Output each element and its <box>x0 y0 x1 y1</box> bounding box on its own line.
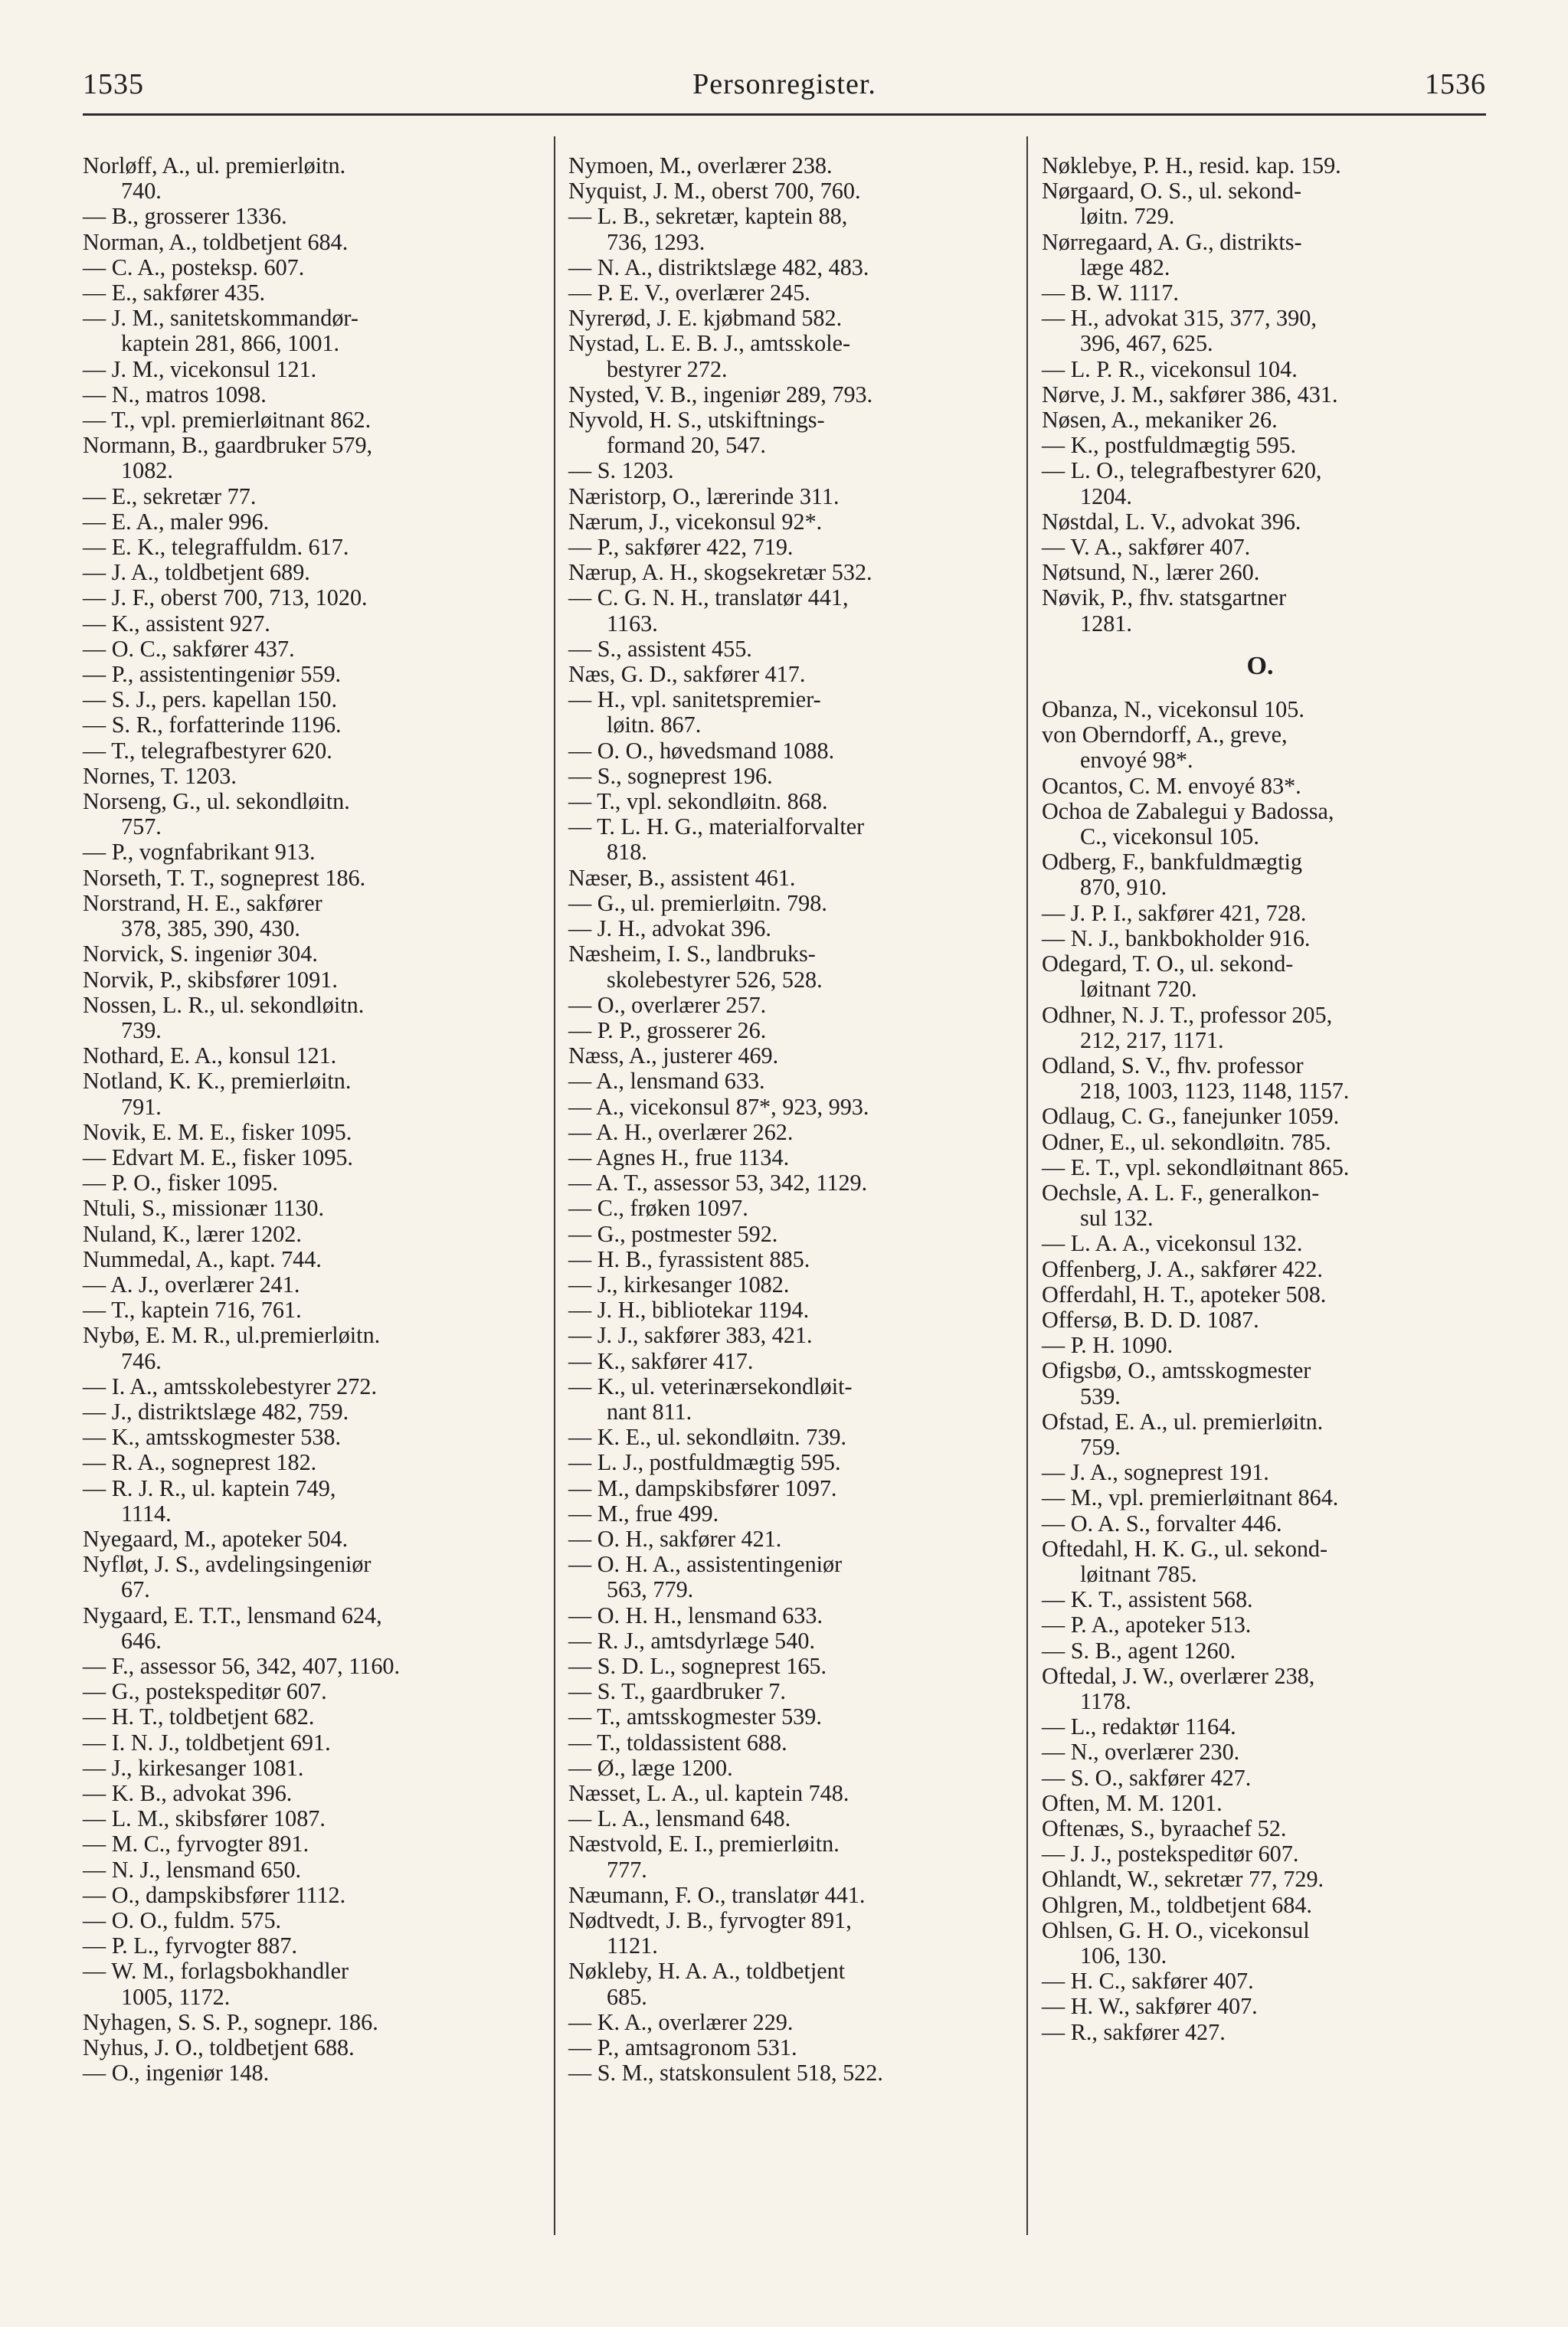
register-entry-continuation: envoyé 98*. <box>1080 747 1193 774</box>
register-entry: Nyhus, J. O., toldbetjent 688. <box>83 2034 355 2061</box>
register-entry: — H. T., toldbetjent 682. <box>83 1704 315 1730</box>
register-entry: — O. C., sakfører 437. <box>83 635 295 662</box>
register-entry: Nærup, A. H., skogsekretær 532. <box>568 559 872 586</box>
register-entry: Ohlgren, M., toldbetjent 684. <box>1042 1891 1312 1918</box>
register-entry: — K. A., overlærer 229. <box>568 2008 794 2035</box>
register-entry-continuation: kaptein 281, 866, 1001. <box>121 330 340 357</box>
register-entry: Nøkleby, H. A. A., toldbetjent <box>568 1958 846 1985</box>
register-entry-continuation: 736, 1293. <box>607 228 705 255</box>
register-entry: — C. A., posteksp. 607. <box>83 254 305 280</box>
register-entry-continuation: sul 132. <box>1080 1205 1154 1232</box>
register-entry-continuation: læge 482. <box>1080 254 1170 280</box>
register-entry: — P., vognfabrikant 913. <box>83 839 316 866</box>
register-entry: Nøvik, P., fhv. statsgartner <box>1042 584 1287 611</box>
register-entry: Nygaard, E. T.T., lensmand 624, <box>83 1602 382 1628</box>
register-entry: — P. A., apoteker 513. <box>1042 1612 1252 1638</box>
register-entry: — O., ingeniør 148. <box>83 2060 270 2086</box>
register-entry: — L. J., postfuldmægtig 595. <box>568 1449 841 1476</box>
register-entry: — L. A., lensmand 648. <box>568 1805 791 1832</box>
register-entry-continuation: bestyrer 272. <box>607 355 728 382</box>
column-divider-1 <box>554 136 555 2235</box>
register-entry: — J. J., sakfører 383, 421. <box>568 1322 813 1349</box>
register-column-3 <box>1042 153 1478 2045</box>
register-entry: — H. W., sakfører 407. <box>1042 1993 1258 2020</box>
register-entry-continuation: C., vicekonsul 105. <box>1080 823 1259 850</box>
register-entry: — P. O., fisker 1095. <box>83 1170 278 1196</box>
register-entry: — O. A. S., forvalter 446. <box>1042 1510 1282 1537</box>
register-entry: Nøklebye, P. H., resid. kap. 159. <box>1042 152 1341 178</box>
register-entry-continuation: 685. <box>607 1983 647 2010</box>
column-divider-2 <box>1026 136 1028 2235</box>
register-entry: Ofigsbø, O., amtsskogmester <box>1042 1357 1311 1384</box>
register-entry: — S. R., forfatterinde 1196. <box>83 712 342 738</box>
register-entry: — H., advokat 315, 377, 390, <box>1042 305 1317 332</box>
register-entry: — K., amtsskogmester 538. <box>83 1424 342 1451</box>
register-entry-continuation: løitn. 867. <box>607 712 702 738</box>
register-entry: Nothard, E. A., konsul 121. <box>83 1042 337 1069</box>
letter-heading: O. <box>1246 651 1274 680</box>
register-entry: Offenberg, J. A., sakfører 422. <box>1042 1255 1323 1282</box>
register-entry: Ntuli, S., missionær 1130. <box>83 1195 325 1222</box>
register-entry-continuation: 739. <box>121 1016 162 1043</box>
register-entry: — N. J., bankbokholder 916. <box>1042 925 1311 951</box>
register-entry-continuation: 1005, 1172. <box>121 1983 231 2010</box>
register-entry: — S., assistent 455. <box>568 635 752 662</box>
register-entry-continuation: 818. <box>607 839 647 866</box>
register-entry: — J. H., bibliotekar 1194. <box>568 1297 810 1324</box>
register-entry-continuation: 106, 130. <box>1080 1942 1167 1969</box>
register-entry-continuation: 539. <box>1080 1383 1121 1409</box>
register-entry: — B., grosserer 1336. <box>83 203 287 230</box>
register-entry: — R., sakfører 427. <box>1042 2018 1226 2045</box>
register-entry: — T., amtsskogmester 539. <box>568 1704 822 1730</box>
register-entry: — P., sakfører 422, 719. <box>568 534 794 561</box>
register-entry: Nysted, V. B., ingeniør 289, 793. <box>568 381 873 407</box>
register-entry: — G., postekspeditør 607. <box>83 1678 327 1705</box>
register-entry: — T., telegrafbestyrer 620. <box>83 737 332 764</box>
register-entry: — J. P. I., sakfører 421, 728. <box>1042 899 1307 926</box>
header-rule <box>83 113 1486 116</box>
register-entry: Nyvold, H. S., utskiftnings- <box>568 407 825 434</box>
register-entry: Næumann, F. O., translatør 441. <box>568 1881 866 1908</box>
register-entry: — N. A., distriktslæge 482, 483. <box>568 254 869 280</box>
register-entry: — K., assistent 927. <box>83 610 270 637</box>
register-entry: Nuland, K., lærer 1202. <box>83 1220 302 1247</box>
register-entry: — O. O., fuldm. 575. <box>83 1907 282 1934</box>
page-title: Personregister. <box>692 68 876 100</box>
register-entry: Norstrand, H. E., sakfører <box>83 889 322 916</box>
register-entry: — A. T., assessor 53, 342, 1129. <box>568 1170 868 1196</box>
register-entry: — L. B., sekretær, kaptein 88, <box>568 203 848 230</box>
register-entry: — R. J. R., ul. kaptein 749, <box>83 1474 336 1501</box>
register-entry: Ofstad, E. A., ul. premierløitn. <box>1042 1408 1324 1435</box>
register-entry: — K. E., ul. sekondløitn. 739. <box>568 1424 847 1451</box>
register-entry: Nørregaard, A. G., distrikts- <box>1042 228 1302 255</box>
register-entry: — W. M., forlagsbokhandler <box>83 1958 349 1985</box>
register-entry: Oftedal, J. W., overlærer 238, <box>1042 1662 1315 1689</box>
register-entry: — J. F., oberst 700, 713, 1020. <box>83 584 368 611</box>
register-entry: Novik, E. M. E., fisker 1095. <box>83 1118 352 1145</box>
register-entry: Nøsen, A., mekaniker 26. <box>1042 407 1278 434</box>
register-entry: — C., frøken 1097. <box>568 1195 748 1222</box>
register-entry-continuation: 218, 1003, 1123, 1148, 1157. <box>1080 1078 1350 1105</box>
register-entry-continuation: 791. <box>121 1093 162 1120</box>
register-entry-continuation: 870, 910. <box>1080 874 1167 901</box>
register-entry: Ohlsen, G. H. O., vicekonsul <box>1042 1916 1310 1943</box>
register-entry: — Ø., læge 1200. <box>568 1754 733 1781</box>
register-entry: — A. H., overlærer 262. <box>568 1118 794 1145</box>
register-entry: Oftedahl, H. K. G., ul. sekond- <box>1042 1535 1328 1562</box>
register-entry: Nyquist, J. M., oberst 700, 760. <box>568 178 861 205</box>
register-entry: — S., sogneprest 196. <box>568 762 773 789</box>
register-entry: Nyhagen, S. S. P., sognepr. 186. <box>83 2008 378 2035</box>
register-entry: — T., kaptein 716, 761. <box>83 1297 302 1324</box>
register-entry: Nærum, J., vicekonsul 92*. <box>568 508 823 535</box>
register-entry: — F., assessor 56, 342, 407, 1160. <box>83 1652 401 1679</box>
register-entry: — T., vpl. premierløitnant 862. <box>83 407 372 434</box>
register-entry: Nyrerød, J. E. kjøbmand 582. <box>568 305 843 332</box>
register-entry: Norvick, S. ingeniør 304. <box>83 941 318 967</box>
register-entry-continuation: 1121. <box>607 1933 658 1959</box>
register-entry: — O. H. H., lensmand 633. <box>568 1602 823 1628</box>
right-page-number: 1536 <box>1425 68 1486 100</box>
register-entry: — A., vicekonsul 87*, 923, 993. <box>568 1093 869 1120</box>
register-entry: — S. T., gaardbruker 7. <box>568 1678 786 1705</box>
register-entry: Nyfløt, J. S., avdelingsingeniør <box>83 1551 372 1578</box>
register-entry: — Agnes H., frue 1134. <box>568 1144 790 1170</box>
register-entry: Odlaug, C. G., fanejunker 1059. <box>1042 1103 1340 1130</box>
register-entry: Nymoen, M., overlærer 238. <box>568 152 833 178</box>
register-entry-continuation: 212, 217, 1171. <box>1080 1026 1224 1053</box>
register-entry-continuation: løitnant 720. <box>1080 976 1197 1003</box>
register-entry: — T. L. H. G., materialforvalter <box>568 813 865 840</box>
register-entry-continuation: 1204. <box>1080 483 1132 509</box>
register-entry: Notland, K. K., premierløitn. <box>83 1068 352 1095</box>
register-entry: — B. W. 1117. <box>1042 280 1179 306</box>
register-entry: — J. M., vicekonsul 121. <box>83 355 317 382</box>
register-entry: — L. A. A., vicekonsul 132. <box>1042 1230 1303 1257</box>
register-entry-continuation: 646. <box>121 1627 162 1654</box>
register-entry: — P., assistentingeniør 559. <box>83 661 342 688</box>
register-entry-continuation: 563, 779. <box>607 1576 694 1603</box>
register-entry: — E. A., maler 996. <box>83 508 270 535</box>
register-entry: Næsheim, I. S., landbruks- <box>568 941 816 967</box>
register-entry: — L., redaktør 1164. <box>1042 1713 1236 1740</box>
register-entry: Næristorp, O., lærerinde 311. <box>568 483 840 509</box>
register-entry: Odhner, N. J. T., professor 205, <box>1042 1001 1333 1028</box>
register-entry-continuation: 1163. <box>607 610 658 637</box>
register-entry: — L. P. R., vicekonsul 104. <box>1042 355 1298 382</box>
register-entry: Nørve, J. M., sakfører 386, 431. <box>1042 381 1338 407</box>
register-entry: — J., kirkesanger 1082. <box>568 1271 790 1298</box>
register-entry: Næss, A., justerer 469. <box>568 1042 779 1069</box>
register-entry: Næstvold, E. I., premierløitn. <box>568 1831 840 1857</box>
register-entry: — J., kirkesanger 1081. <box>83 1754 304 1781</box>
register-entry-continuation: 1178. <box>1080 1687 1131 1714</box>
register-entry: Odegard, T. O., ul. sekond- <box>1042 951 1294 977</box>
register-entry: — P. P., grosserer 26. <box>568 1016 767 1043</box>
register-entry-continuation: 777. <box>607 1856 647 1883</box>
register-entry: Offerdahl, H. T., apoteker 508. <box>1042 1281 1327 1308</box>
register-entry-continuation: 740. <box>121 178 162 205</box>
register-entry: — I. A., amtsskolebestyrer 272. <box>83 1373 377 1399</box>
register-entry: — O., dampskibsfører 1112. <box>83 1881 346 1908</box>
register-entry: — K. T., assistent 568. <box>1042 1586 1253 1613</box>
register-column-2 <box>568 153 1005 2086</box>
register-entry: von Oberndorff, A., greve, <box>1042 722 1288 748</box>
register-entry-continuation: 1114. <box>121 1500 172 1527</box>
register-entry-continuation: 1281. <box>1080 610 1132 637</box>
register-entry: — M., frue 499. <box>568 1500 719 1527</box>
register-entry: Normann, B., gaardbruker 579, <box>83 432 373 459</box>
register-entry: — K., sakfører 417. <box>568 1347 754 1374</box>
register-entry: Obanza, N., vicekonsul 105. <box>1042 696 1304 723</box>
register-entry: Nossen, L. R., ul. sekondløitn. <box>83 991 365 1018</box>
register-entry: Nummedal, A., kapt. 744. <box>83 1245 322 1272</box>
register-entry: — M., dampskibsfører 1097. <box>568 1474 837 1501</box>
register-entry: — T., vpl. sekondløitn. 868. <box>568 788 828 815</box>
register-entry: — O. O., høvedsmand 1088. <box>568 737 835 764</box>
register-entry: Nornes, T. 1203. <box>83 762 237 789</box>
register-entry: Ochoa de Zabalegui y Badossa, <box>1042 797 1334 824</box>
register-entry: — P., amtsagronom 531. <box>568 2034 797 2061</box>
page-header <box>83 67 1486 113</box>
register-entry: Norman, A., toldbetjent 684. <box>83 228 349 255</box>
register-entry-continuation: 378, 385, 390, 430. <box>121 915 300 942</box>
register-entry: Nødtvedt, J. B., fyrvogter 891, <box>568 1907 852 1934</box>
register-entry-continuation: løitnant 785. <box>1080 1560 1197 1587</box>
register-entry: — O., overlærer 257. <box>568 991 767 1018</box>
register-entry: Næs, G. D., sakfører 417. <box>568 661 806 688</box>
register-entry: — N. J., lensmand 650. <box>83 1856 302 1883</box>
register-entry: Oftenæs, S., byraachef 52. <box>1042 1815 1287 1841</box>
register-entry: — S. 1203. <box>568 457 674 484</box>
register-entry: — C. G. N. H., translatør 441, <box>568 584 849 611</box>
register-entry: — P. L., fyrvogter 887. <box>83 1933 298 1959</box>
register-entry: — A., lensmand 633. <box>568 1068 765 1095</box>
register-entry: — Edvart M. E., fisker 1095. <box>83 1144 353 1170</box>
register-entry: Odner, E., ul. sekondløitn. 785. <box>1042 1128 1331 1155</box>
register-entry: — H. B., fyrassistent 885. <box>568 1245 810 1272</box>
register-entry: — L. M., skibsfører 1087. <box>83 1805 326 1832</box>
register-entry: Nybø, E. M. R., ul.premierløitn. <box>83 1322 381 1349</box>
register-entry: Ocantos, C. M. envoyé 83*. <box>1042 772 1301 799</box>
register-entry: — K. B., advokat 396. <box>83 1780 293 1806</box>
register-entry: — J. M., sanitetskommandør- <box>83 305 358 332</box>
register-entry: — J. A., sogneprest 191. <box>1042 1459 1269 1486</box>
register-entry: — G., ul. premierløitn. 798. <box>568 889 827 916</box>
register-entry: — L. O., telegrafbestyrer 620, <box>1042 457 1322 484</box>
register-entry: — E. K., telegraffuldm. 617. <box>83 534 349 561</box>
register-entry: — T., toldassistent 688. <box>568 1729 787 1756</box>
register-entry-continuation: 759. <box>1080 1433 1121 1460</box>
register-entry-continuation: 396, 467, 625. <box>1080 330 1213 357</box>
register-entry: — H. C., sakfører 407. <box>1042 1968 1254 1995</box>
register-entry-continuation: 67. <box>121 1576 150 1603</box>
register-entry: — S. J., pers. kapellan 150. <box>83 686 338 713</box>
register-entry: Odberg, F., bankfuldmægtig <box>1042 849 1302 875</box>
register-entry: — I. N. J., toldbetjent 691. <box>83 1729 331 1756</box>
register-entry-continuation: nant 811. <box>607 1398 692 1425</box>
register-entry-continuation: 746. <box>121 1347 162 1374</box>
register-entry-continuation: formand 20, 547. <box>607 432 766 459</box>
register-entry: — R. A., sogneprest 182. <box>83 1449 317 1476</box>
register-entry: — J. A., toldbetjent 689. <box>83 559 310 586</box>
register-entry: — E., sekretær 77. <box>83 483 257 509</box>
register-entry: Norseth, T. T., sogneprest 186. <box>83 864 366 891</box>
register-entry: — S. D. L., sogneprest 165. <box>568 1652 827 1679</box>
register-entry: Nystad, L. E. B. J., amtsskole- <box>568 330 851 357</box>
register-entry: — P. H. 1090. <box>1042 1332 1174 1359</box>
register-entry: — M., vpl. premierløitnant 864. <box>1042 1484 1339 1511</box>
register-entry: — K., ul. veterinærsekondløit- <box>568 1373 853 1399</box>
register-entry: — G., postmester 592. <box>568 1220 778 1247</box>
register-entry: Oechsle, A. L. F., generalkon- <box>1042 1179 1320 1206</box>
register-entry: — K., postfuldmægtig 595. <box>1042 432 1297 459</box>
register-entry-continuation: løitn. 729. <box>1080 203 1175 230</box>
register-entry-continuation: skolebestyrer 526, 528. <box>607 966 823 993</box>
register-entry: — V. A., sakfører 407. <box>1042 534 1251 561</box>
register-entry: Nøtsund, N., lærer 260. <box>1042 559 1260 586</box>
register-entry: — J. H., advokat 396. <box>568 915 771 942</box>
register-entry: Ohlandt, W., sekretær 77, 729. <box>1042 1866 1324 1893</box>
register-entry: Norvik, P., skibsfører 1091. <box>83 966 338 993</box>
register-entry: — O. H. A., assistentingeniør <box>568 1551 843 1578</box>
register-entry: — S. M., statskonsulent 518, 522. <box>568 2060 883 2086</box>
register-entry: Often, M. M. 1201. <box>1042 1789 1223 1816</box>
register-entry: Nørgaard, O. S., ul. sekond- <box>1042 178 1302 205</box>
register-entry: Odland, S. V., fhv. professor <box>1042 1052 1304 1078</box>
register-entry: Norløff, A., ul. premierløitn. <box>83 152 346 178</box>
register-entry: Nyegaard, M., apoteker 504. <box>83 1525 349 1552</box>
register-entry: Næser, B., assistent 461. <box>568 864 796 891</box>
register-entry: — M. C., fyrvogter 891. <box>83 1831 309 1857</box>
register-entry: — S. O., sakfører 427. <box>1042 1764 1252 1791</box>
register-entry: — P. E. V., overlærer 245. <box>568 280 810 306</box>
register-entry-continuation: 757. <box>121 813 162 840</box>
register-entry: — N., matros 1098. <box>83 381 267 407</box>
register-entry: — R. J., amtsdyrlæge 540. <box>568 1627 815 1654</box>
register-entry: — O. H., sakfører 421. <box>568 1525 782 1552</box>
register-entry: Næsset, L. A., ul. kaptein 748. <box>568 1780 849 1806</box>
register-entry: — A. J., overlærer 241. <box>83 1271 300 1298</box>
register-entry: — E., sakfører 435. <box>83 280 266 306</box>
register-entry: — N., overlærer 230. <box>1042 1739 1240 1766</box>
register-entry: — H., vpl. sanitetspremier- <box>568 686 821 713</box>
register-column-1 <box>83 153 519 2086</box>
register-entry-continuation: 1082. <box>121 457 173 484</box>
left-page-number: 1535 <box>83 68 144 100</box>
register-entry: Nøstdal, L. V., advokat 396. <box>1042 508 1301 535</box>
register-entry: Norseng, G., ul. sekondløitn. <box>83 788 350 815</box>
register-entry: — J. J., postekspeditør 607. <box>1042 1841 1299 1867</box>
register-entry: — S. B., agent 1260. <box>1042 1637 1236 1664</box>
register-entry: — E. T., vpl. sekondløitnant 865. <box>1042 1154 1350 1180</box>
register-entry: — J., distriktslæge 482, 759. <box>83 1398 349 1425</box>
register-entry: Offersø, B. D. D. 1087. <box>1042 1306 1259 1333</box>
